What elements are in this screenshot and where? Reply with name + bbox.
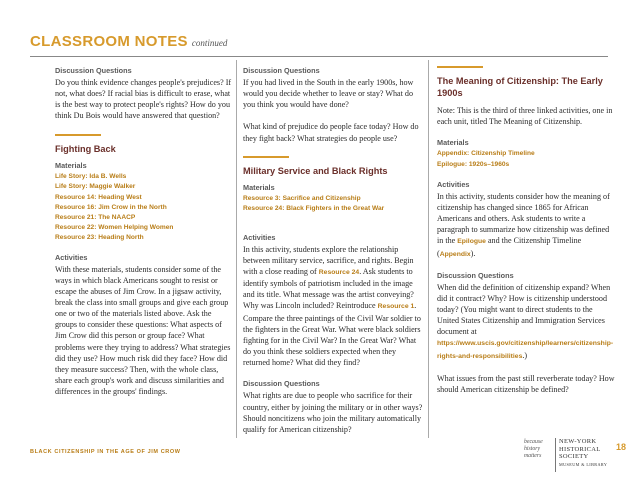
column-divider-1 [236,60,237,438]
activities-text: In this activity, students consider how the meaning of citizenship has changed since 1865 for African Americans and others. Ask students to write a paragraph to summarize how citizenship was defined in the Epilogue and the Citizenship Timeline (Appendix). [437,191,610,258]
header-subtitle: continued [191,38,228,48]
activities-text: In this activity, students explore the relationship between military service, sacrifice, and rights. Begin with a close reading of Resource 24. Ask students to identify symbols of patriotism included in the image and its title. What message was the artist conveying? Why was Lincoln included? Reintroduce Resource 1. Compare the three paintings of the Civil War soldier to the fighters in the Great War. What were black soldiers fighting for in the Civil War? In the Great War? What do you think these soldiers expected when they returned home? What did they find? [243,244,421,368]
logo-separator [555,438,556,472]
discussion-questions-label: Discussion Questions [437,270,514,280]
activities-label: Activities [55,252,88,262]
section-bar [437,66,483,68]
discussion-questions-text: What issues from the past still reverberate today? How should American citizenship be defined? [437,373,615,394]
section-title-military-service: Military Service and Black Rights [243,165,388,176]
page-header [30,33,227,49]
discussion-questions-text: What rights are due to people who sacrifice for their country, either by joining the military or in other ways? Should noncitizens who join the military automatically qualify for American citizenship? [243,391,423,434]
material-link[interactable]: Life Story: Ida B. Wells [55,173,127,181]
material-link[interactable]: Appendix: Citizenship Timeline [437,150,535,158]
page-number: 18 [616,442,627,452]
header-title: CLASSROOM NOTES [30,33,188,50]
logo-tagline: because history matters [524,439,543,459]
activities-label: Activities [243,232,276,242]
uscis-link[interactable]: https://www.uscis.gov/citizenship/learners/citizenship-rights-and-responsibilities [437,340,614,360]
column-3 [437,66,615,406]
column-2 [243,66,423,446]
discussion-questions-label: Discussion Questions [55,66,132,75]
header-divider [30,56,608,57]
resource-link[interactable]: Resource 1 [377,303,415,311]
column-divider-2 [428,60,429,438]
activities-label: Activities [437,179,470,189]
nyhs-logo [524,438,610,472]
material-link[interactable]: Life Story: Maggie Walker [55,183,136,191]
epilogue-link[interactable]: Epilogue [457,238,486,246]
section-title-fighting-back: Fighting Back [55,143,116,154]
footer-title: BLACK CITIZENSHIP IN THE AGE OF JIM CROW [30,449,181,455]
discussion-questions-label: Discussion Questions [243,379,320,389]
materials-list [243,194,423,214]
material-link[interactable]: Resource 16: Jim Crow in the North [55,203,167,211]
materials-list [55,172,235,243]
section-bar [55,134,101,136]
discussion-questions-text: If you had lived in the South in the early 1900s, how would you decide whether to leave or stay? What do you think you would have done? [243,78,414,110]
discussion-questions-label: Discussion Questions [243,66,320,75]
discussion-questions-text: What kind of prejudice do people face today? How do they fight back? What strategies do people use? [243,122,419,143]
materials-label: Materials [243,183,275,193]
material-link[interactable]: Resource 21: The NAACP [55,213,136,221]
material-link[interactable]: Resource 3: Sacrifice and Citizenship [243,195,361,203]
materials-list [437,149,615,169]
appendix-link[interactable]: Appendix [439,250,471,258]
note-text: Note: This is the third of three linked activities, one in each unit, titled The Meaning of Citizenship. [437,106,613,127]
resource-link[interactable]: Resource 24 [318,269,360,276]
discussion-questions-text: Do you think evidence changes people's prejudices? If not, what does? If racial bias is difficult to erase, what is the best way to protect people's rights? How do you think Du Bois would have answered that question? [55,78,232,121]
activities-text: With these materials, students consider some of the ways in which black Americans sought to resist or escape the abuses of Jim Crow. In a jigsaw activity, break the class into small groups and give each group one or two of the materials listed above. Ask the groups to consider these questions: What aspects of Jim Crow did this person or group face? What problems were they trying to address? What strategies did they use? How much risk did they face? How did they measure success? Then, with the whole class, share each group's work and discuss similarities and differences in the groups' findings. [55,264,231,397]
section-bar [243,156,289,158]
section-title-meaning-of-citizenship: The Meaning of Citizenship: The Early 1900s [437,76,603,98]
material-link[interactable]: Resource 22: Women Helping Women [55,224,174,232]
material-link[interactable]: Resource 14: Heading West [55,193,142,201]
column-1 [55,66,235,408]
material-link[interactable]: Resource 24: Black Fighters in the Great War [243,205,385,213]
material-link[interactable]: Epilogue: 1920s–1960s [437,160,510,168]
logo-name: NEW-YORK HISTORICAL SOCIETY MUSEUM & LIBRARY [559,438,608,467]
material-link[interactable]: Resource 23: Heading North [55,234,144,242]
materials-label: Materials [55,161,87,171]
materials-label: Materials [437,138,469,148]
discussion-questions-text: When did the definition of citizenship expand? When did it contract? Why? How is citizenship understood today? (You might want to direct students to the United States Citizenship and Immigration Services document at https://www.uscis.gov/citizenship/learners/citizenship-rights-and-responsibilities.) [437,282,614,360]
